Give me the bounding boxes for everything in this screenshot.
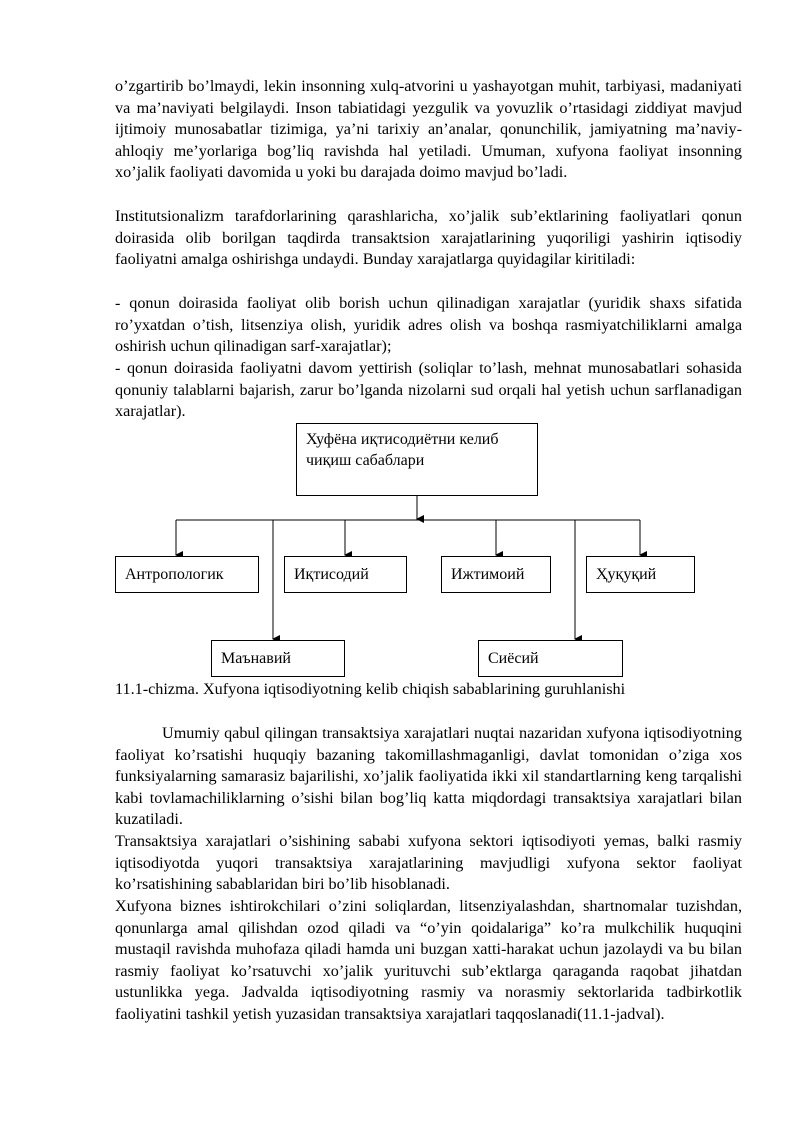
- paragraph-1: o’zgartirib bo’lmaydi, lekin insonning xulq-atvorini u yashayotgan muhit, tarbiyasi, madaniyati va ma’naviyati belgilaydi. Inson tabiatidagi yezgulik va yovuzlik o’rtasidagi ziddiyat mavjud ijtimoiy munosabatlar tizimiga, ya’ni tarixiy an’analar, qonunchilik, jamiyatning ma’naviy-ahloqiy me’yorlariga bog’liq ravishda hal yetiladi. Umuman, xufyona faoliyat insonning xo’jalik faoliyati davomida u yoki bu darajada doimo mavjud bo’ladi.: [115, 77, 742, 182]
- box-antropologik-label: Антропологик: [125, 566, 224, 583]
- box-siyosiy-label: Сиёсий: [488, 650, 539, 667]
- box-antropologik: [115, 556, 259, 593]
- box-ijtimoiy: [441, 556, 551, 593]
- box-huquqiy: [586, 556, 695, 593]
- paragraph-5: Umumiy qabul qilingan transaktsiya xarajatlari nuqtai nazaridan xufyona iqtisodiyotning faoliyat ko’rsatishi huquqiy bazaning takomillashmaganligi, davlat tomonidan o’ziga xos funksiyalarning samarasiz bajarilishi, xo’jalik faoliyatida ikki xil standartlarning keng tarqalishi kabi tovlamachiliklarning o’sishi bilan bog’liq katta miqdordagi transaktsiya xarajatlari bilan kuzatiladi.: [115, 724, 742, 829]
- box-manaviy: [211, 640, 345, 677]
- box-manaviy-label: Маънавий: [221, 650, 291, 667]
- paragraph-7: Xufyona biznes ishtirokchilari o’zini soliqlardan, litsenziyalashdan, shartnomalar tuzishdan, qonunlarga amal qilishdan ozod qiladi va “o’yin qoidalariga” ko’ra mulkchilik huquqini mustaqil ravishda muhofaza qiladi hamda uni buzgan xatti-harakat uchun jazolaydi va bu bilan rasmiy faoliyat ko’rsatuvchi xo’jalik yurituvchi sub’ektlarga qaraganda raqobat jihatdan ustunlikka yega. Jadvalda iqtisodiyotning rasmiy va norasmiy sektorlarida tadbirkotlik faoliyatini tashkil yetish yuzasidan transaktsiya xarajatlari taqqoslanadi(11.1-jadval).: [115, 897, 742, 1023]
- box-huquqiy-label: Ҳуқуқий: [596, 566, 657, 583]
- figure-caption: 11.1-chizma. Xufyona iqtisodiyotning kelib chiqish sabablarining guruhlanishi: [115, 680, 626, 698]
- paragraph-2: Institutsionalizm tarafdorlarining qarashlaricha, xo’jalik sub’ektlarining faoliyatlari qonun doirasida olib borilgan taqdirda transaktsion xarajatlarining yuqoriligi yashirin iqtisodiy faoliyatni amalga oshirishga undaydi. Bunday xarajatlarga quyidagilar kiritiladi:: [115, 207, 742, 269]
- diagram-root-box: [296, 423, 538, 496]
- paragraph-6: Transaktsiya xarajatlari o’sishining sababi xufyona sektori iqtisodiyoti yemas, balki rasmiy iqtisodiyotda yuqori transaktsiya xarajatlarining mavjudligi xufyona sektor faoliyat ko’rsatishining sabablaridan biri bo’lib hisoblanadi.: [115, 832, 742, 894]
- paragraph-3: - qonun doirasida faoliyat olib borish uchun qilinadigan xarajatlar (yuridik shaxs sifatida ro’yxatdan o’tish, litsenziya olish, yuridik adres olish va boshqa rasmiyatchiliklarni amalga oshirish uchun qilinadigan sarf-xarajatlar);: [115, 294, 742, 356]
- box-siyosiy: [478, 640, 623, 677]
- diagram-root-label: Хуфёна иқтисодиётни келиб чиқиш сабаблари: [306, 431, 499, 469]
- box-iqtisodiy: [284, 556, 407, 593]
- box-iqtisodiy-label: Иқтисодий: [294, 566, 369, 583]
- box-ijtimoiy-label: Ижтимоий: [451, 566, 525, 583]
- paragraph-4: - qonun doirasida faoliyatni davom yettirish (soliqlar to’lash, mehnat munosabatlari sohasida qonuniy talablarni bajarish, zarur bo’lganda nizolarni sud orqali hal yetish uchun sarflanadigan xarajatlar).: [115, 359, 742, 421]
